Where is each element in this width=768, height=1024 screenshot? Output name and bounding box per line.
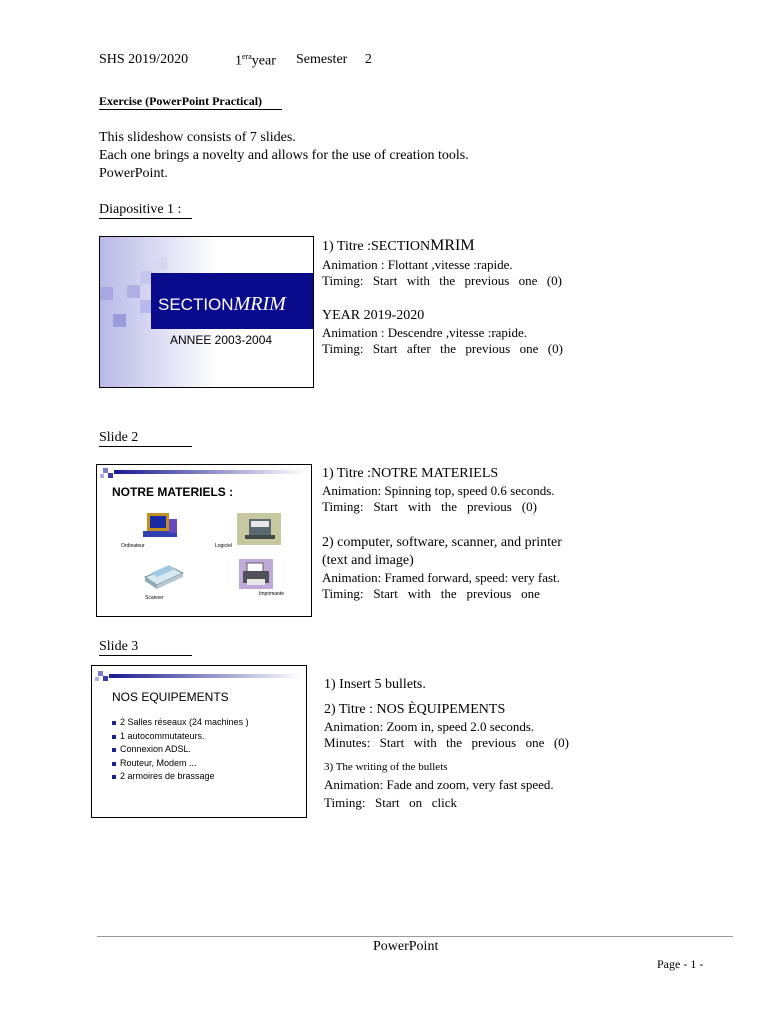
exercise-title: Exercise (PowerPoint Practical) [99, 94, 263, 108]
bullet-square-icon [112, 762, 116, 766]
intro-line-3: PowerPoint. [99, 166, 168, 181]
software-icon [237, 513, 281, 545]
slide1-item1-anim: Animation : Flottant ,vitesse :rapide. [322, 257, 513, 272]
slide1-item1-title [322, 237, 475, 255]
header-semester-label: Semester [296, 52, 348, 67]
slide3-header-bar [109, 674, 301, 678]
timing-word: previous [464, 273, 510, 288]
timing-word: previous [471, 735, 517, 750]
slide3-item2-title: 2) Titre : NOS ÈQUIPEMENTS [324, 702, 506, 717]
slide1-item1-prefix: 1) Titre :SECTION [322, 239, 431, 254]
timing-word: one [518, 273, 538, 288]
slide3-item3-timing [324, 795, 457, 811]
slide1-item1-timing [322, 273, 562, 289]
timing-word: Timing: [322, 273, 364, 288]
caption-logiciel: Logiciel [215, 543, 232, 549]
slide1-item2-title: YEAR 2019-2020 [322, 308, 425, 323]
slide3-heading: Slide 3 [99, 639, 139, 654]
timing-word: Timing: [322, 499, 364, 514]
bullet-square-icon [112, 748, 116, 752]
slide2-header-bar [114, 470, 306, 474]
deco-square [108, 473, 113, 478]
header-year [235, 52, 276, 70]
timing-word: previous [467, 499, 512, 514]
slide2-item2-timing [322, 586, 540, 602]
timing-word: on [409, 795, 423, 810]
deco-square [113, 314, 126, 327]
slide3-bullet [112, 717, 249, 727]
slide3-item3-title: 3) The writing of the bullets [324, 761, 448, 773]
timing-word: Start [375, 795, 400, 810]
slide3-bullet [112, 731, 205, 741]
timing-word: Minutes: [324, 735, 371, 750]
timing-word: after [406, 341, 431, 356]
slide2-heading: Slide 2 [99, 430, 139, 445]
timing-word: previous [465, 341, 511, 356]
slide1-thumb-section: SECTION [158, 295, 234, 314]
slide2-item1-title: 1) Titre :NOTRE MATERIELS [322, 466, 499, 481]
slide1-thumb-title [158, 293, 286, 316]
header-semester [296, 52, 372, 68]
bullet-square-icon [112, 721, 116, 725]
timing-word: Timing: [322, 586, 364, 601]
deco-square [154, 257, 167, 270]
bullet-square-icon [112, 735, 116, 739]
bullet-text: 1 autocommutateurs. [120, 731, 205, 741]
deco-square [100, 287, 113, 300]
timing-word: (0) [547, 341, 563, 356]
header-year-num: 1 [235, 53, 242, 69]
timing-word: Start [373, 499, 398, 514]
timing-word: one [525, 735, 545, 750]
timing-word: (0) [521, 499, 537, 514]
page-number: Page - 1 - [657, 957, 704, 971]
slide3-thumb-title: NOS EQUIPEMENTS [112, 690, 229, 704]
slide1-heading: Diapositive 1 : [99, 202, 182, 217]
slide1-item1-big: MRIM [430, 237, 475, 254]
timing-word: the [441, 499, 458, 514]
slide1-thumb-mrim: MRIM [233, 293, 286, 315]
timing-word: Start [373, 586, 398, 601]
slide1-heading-underline [99, 218, 192, 219]
header-course: SHS 2019/2020 [99, 52, 189, 67]
bullet-text: Connexion ADSL. [120, 744, 192, 754]
timing-word: Timing: [324, 795, 366, 810]
timing-word: click [431, 795, 457, 810]
slide3-bullet [112, 758, 197, 768]
slide2-item2-title-b: (text and image) [322, 553, 414, 568]
slide2-thumb-title: NOTRE MATERIELS : [112, 485, 234, 499]
slide2-item2-anim: Animation: Framed forward, speed: very fast. [322, 570, 560, 585]
footer-rule [97, 936, 733, 937]
intro-line-2: Each one brings a novelty and allows for the use of creation tools. [99, 148, 469, 163]
slide3-thumbnail [91, 665, 307, 818]
slide2-item2-title-a: 2) computer, software, scanner, and printer [322, 535, 562, 550]
footer-title: PowerPoint [373, 939, 439, 954]
timing-word: Start [372, 273, 398, 288]
bullet-text: 2 Salles réseaux (24 machines ) [120, 717, 249, 727]
timing-word: Start [372, 341, 398, 356]
timing-word: (0) [546, 273, 562, 288]
timing-word: Timing: [322, 341, 364, 356]
timing-word: previous [466, 586, 512, 601]
bullet-text: Routeur, Modem ... [120, 758, 197, 768]
timing-word: (0) [553, 735, 569, 750]
deco-square [95, 677, 99, 681]
timing-word: with [408, 499, 432, 514]
slide3-bullet [112, 771, 215, 781]
timing-word: the [440, 586, 457, 601]
deco-square [103, 676, 108, 681]
scanner-icon [141, 563, 185, 591]
slide3-item2-timing [324, 735, 569, 751]
deco-square [100, 474, 104, 478]
timing-word: with [406, 273, 430, 288]
slide1-item2-anim: Animation : Descendre ,vitesse :rapide. [322, 325, 528, 340]
printer-icon [239, 559, 273, 589]
caption-scanner: Scanner [145, 595, 164, 601]
slide3-bullet [112, 744, 191, 754]
timing-word: Start [379, 735, 405, 750]
timing-word: with [407, 586, 431, 601]
slide1-thumbnail [99, 236, 314, 388]
slide3-item1: 1) Insert 5 bullets. [324, 677, 426, 692]
slide3-item2-anim: Animation: Zoom in, speed 2.0 seconds. [324, 719, 535, 734]
slide2-item1-timing [322, 499, 537, 515]
slide2-heading-underline [99, 446, 192, 447]
slide3-heading-underline [99, 655, 192, 656]
timing-word: with [413, 735, 437, 750]
timing-word: one [521, 586, 540, 601]
header-year-word: year [251, 53, 276, 69]
header-semester-num: 2 [364, 52, 372, 67]
slide2-thumbnail [96, 464, 312, 617]
caption-ordinateur: Ordinateur [121, 543, 145, 549]
timing-word: the [440, 341, 456, 356]
slide2-item1-anim: Animation: Spinning top, speed 0.6 seconds. [322, 483, 555, 498]
caption-imprimante: Imprimante [259, 591, 285, 597]
slide3-item3-anim: Animation: Fade and zoom, very fast speed. [324, 777, 554, 792]
slide1-item2-timing [322, 341, 563, 357]
timing-word: the [446, 735, 463, 750]
header-year-sup: era [242, 52, 252, 61]
slide1-thumb-annee: ANNEE 2003-2004 [170, 333, 273, 347]
intro-line-1: This slideshow consists of 7 slides. [99, 130, 296, 145]
timing-word: one [519, 341, 539, 356]
bullet-square-icon [112, 775, 116, 779]
deco-square [127, 285, 140, 298]
exercise-title-underline [99, 109, 282, 110]
computer-icon [141, 511, 181, 541]
timing-word: the [439, 273, 456, 288]
bullet-text: 2 armoires de brassage [120, 771, 215, 781]
